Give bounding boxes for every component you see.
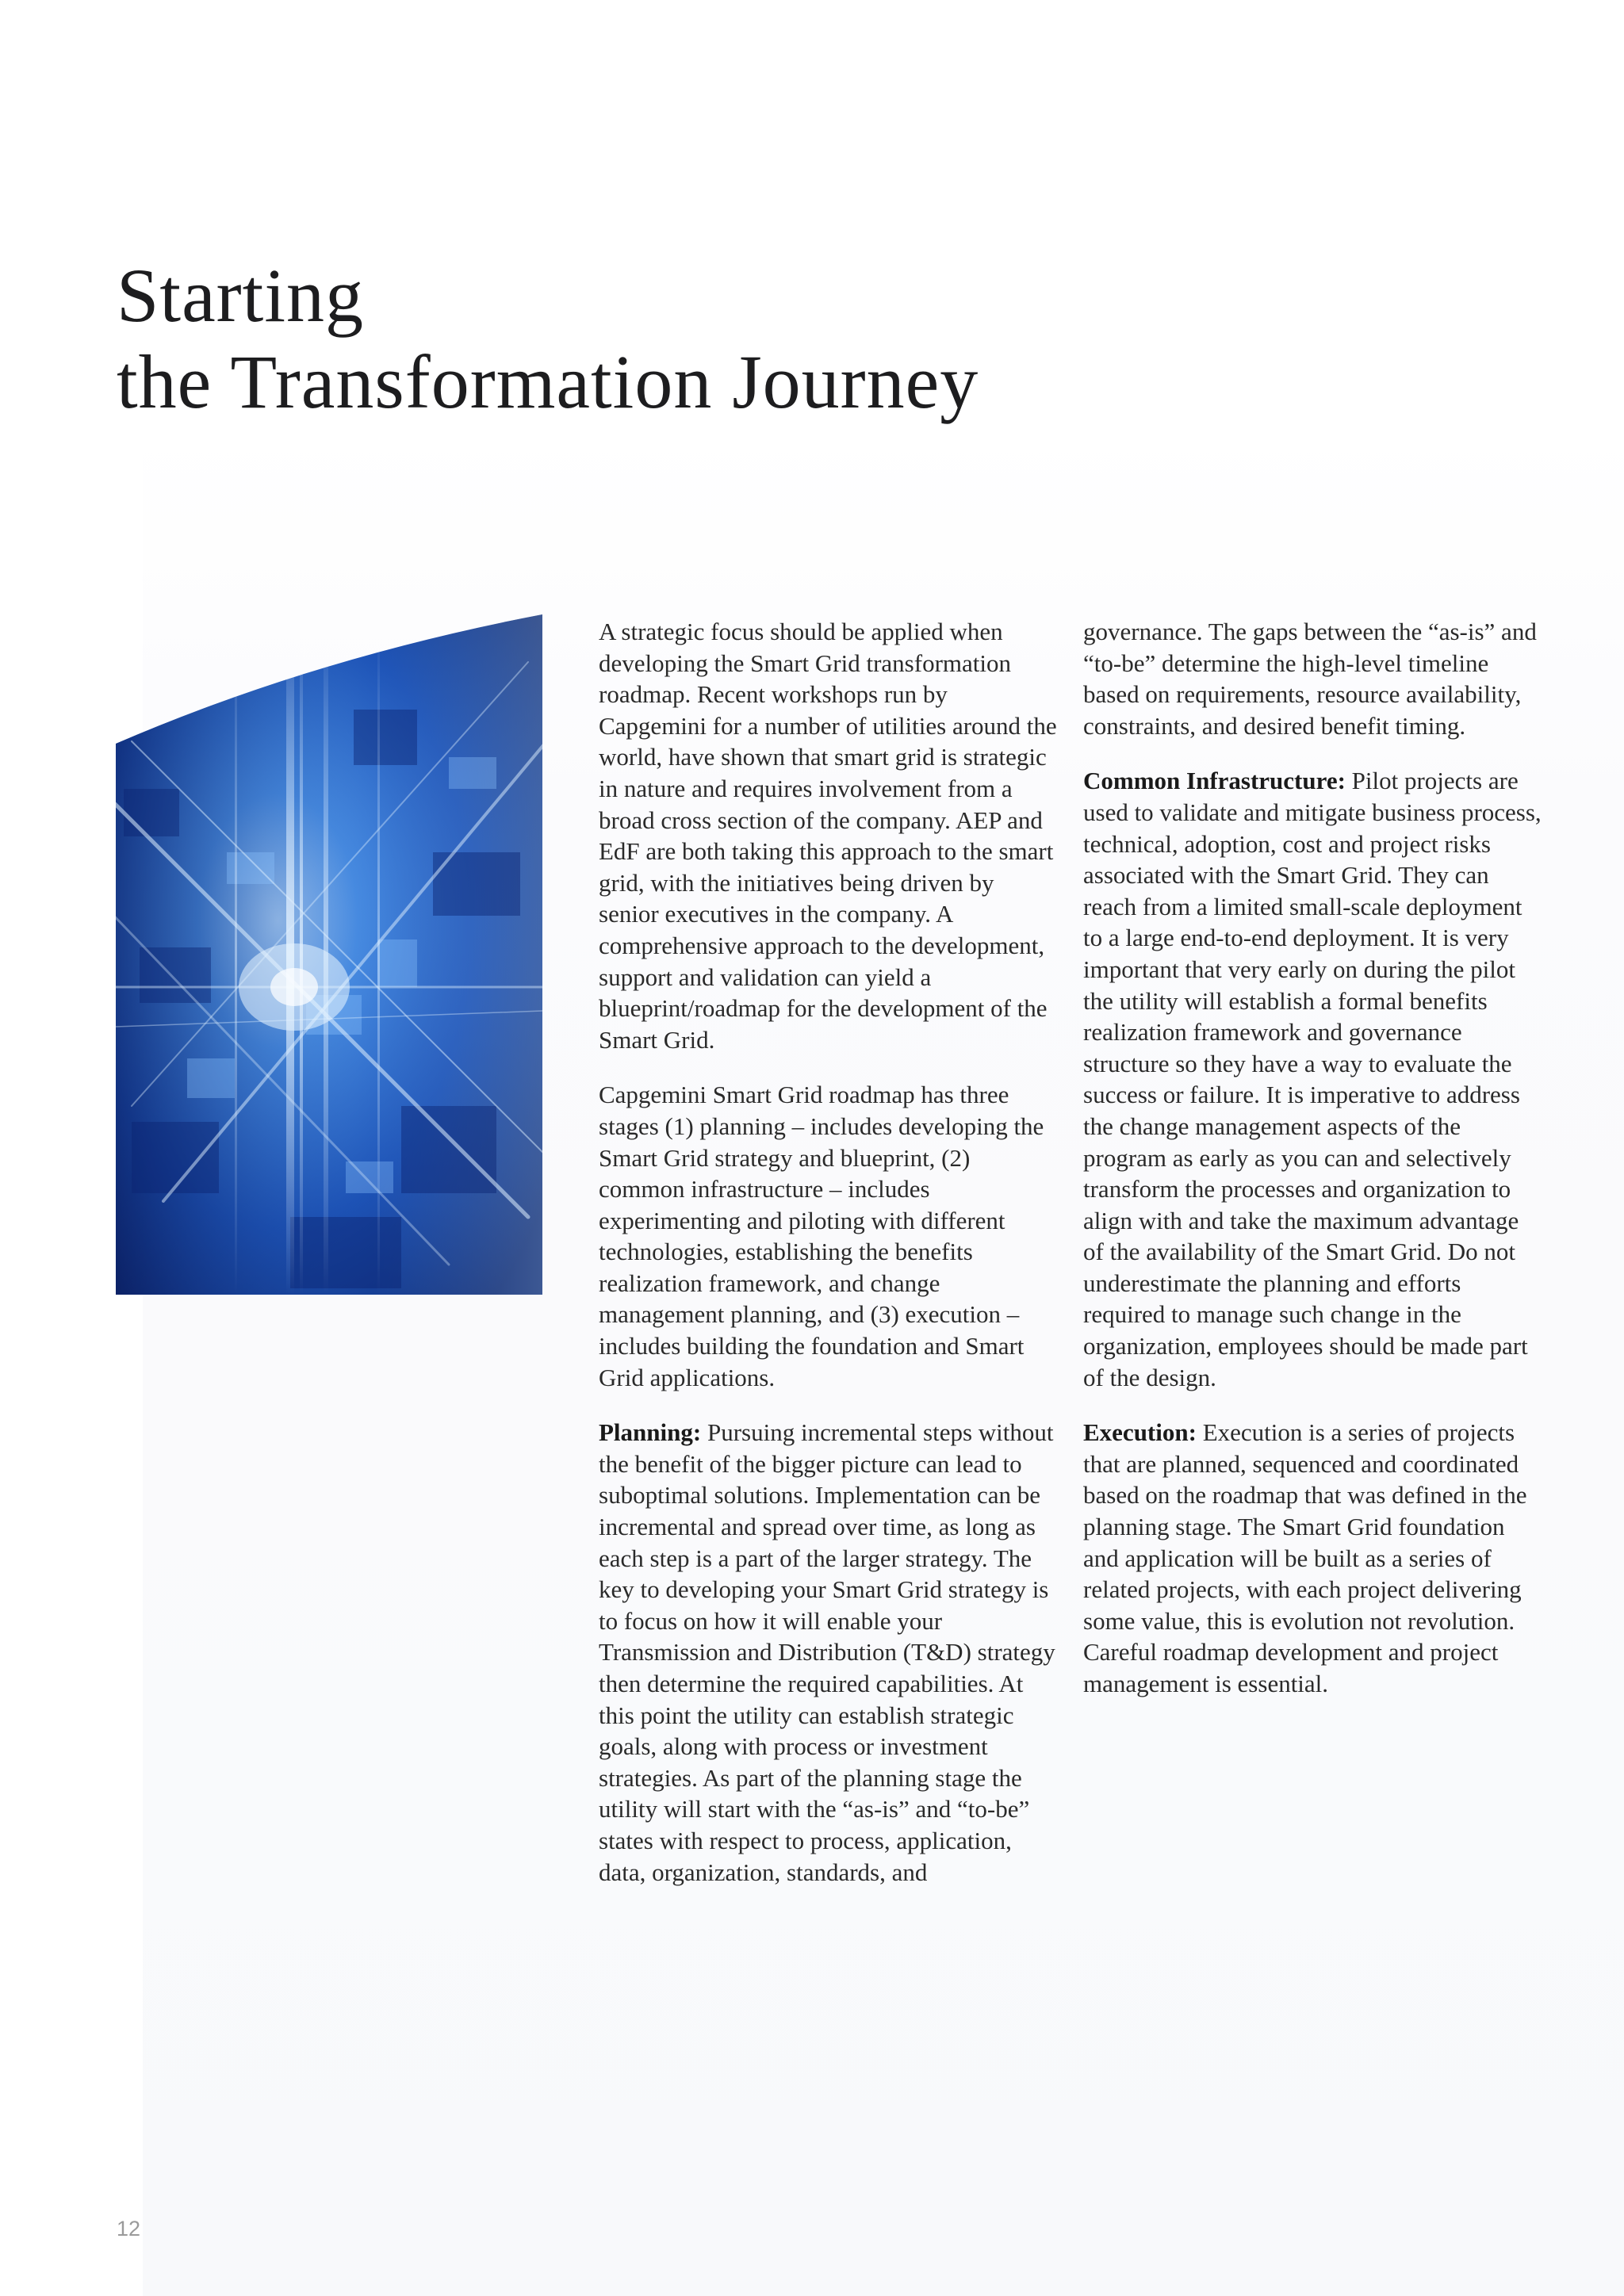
paragraph-planning: [599, 1417, 1059, 1888]
body-column-left: [599, 616, 1059, 1911]
paragraph-common-infrastructure: [1083, 765, 1543, 1393]
paragraph-intro: A strategic focus should be applied when developing the Smart Grid transformation roadmap. Recent workshops run by Capgemini for a number of utilities around the world, have shown that smart grid is strategic in nature and requires involvement from a broad cross section of the company. AEP and EdF are both taking this approach to the smart grid, with the initiatives being driven by senior executives in the company. A comprehensive approach to the development, support and validation can yield a blueprint/roadmap for the development of the Smart Grid.: [599, 618, 1057, 1054]
abstract-blue-grid-image: [116, 614, 542, 1295]
execution-text: Execution is a series of projects that are planned, sequenced and coordinated based on the roadmap that was defined in the planning stage. The Smart Grid foundation and application will be built as a series of related projects, with each project delivering some value, this is evolution not revolution. Careful roadmap development and project management is essential.: [1083, 1418, 1527, 1697]
planning-label: Planning:: [599, 1418, 702, 1447]
common-infrastructure-text: Pilot projects are used to validate and mitigate business process, technical, adoption, cost and project risks associated with the Smart Grid. They can reach from a limited small-scale deployment to a large end-to-end deployment. It is very important that very early on during the pilot the utility will establish a formal benefits realization framework and governance structure so they have a way to evaluate the success or failure. It is imperative to address the change management aspects of the program as early as you can and selectively transform the processes and organization to align with and take the maximum advantage of the availability of the Smart Grid. Do not underestimate the planning and efforts required to manage such change in the organization, employees should be made part of the design.: [1083, 767, 1542, 1391]
paragraph-governance: governance. The gaps between the “as-is” and “to-be” determine the high-level timeline based on requirements, resource availability, constraints, and desired benefit timing.: [1083, 618, 1537, 740]
page-title-line-2: the Transformation Journey: [117, 339, 979, 424]
paragraph-execution: [1083, 1417, 1543, 1699]
planning-text: Pursuing incremental steps without the benefit of the bigger picture can lead to suboptimal solutions. Implementation can be incremental and spread over time, as long as each step is a part of the larger strategy. The key to developing your Smart Grid strategy is to focus on how it will enable your Transmission and Distribution (T&D) strategy then determine the required capabilities. At this point the utility can establish strategic goals, along with process or investment strategies. As part of the planning stage the utility will start with the “as-is” and “to-be” states with respect to process, application, data, organization, standards, and: [599, 1418, 1055, 1886]
page-title: [117, 252, 979, 425]
common-infrastructure-label: Common Infrastructure:: [1083, 767, 1346, 795]
page-number: 12: [117, 2217, 141, 2241]
page-title-line-1: Starting: [117, 253, 364, 338]
execution-label: Execution:: [1083, 1418, 1197, 1447]
paragraph-roadmap-stages: Capgemini Smart Grid roadmap has three stages (1) planning – includes developing the Smart Grid strategy and blueprint, (2) common infrastructure – includes experimenting and piloting with different technologies, establishing the benefits realization framework, and change management planning, and (3) execution – includes building the foundation and Smart Grid applications.: [599, 1081, 1044, 1391]
body-column-right: [1083, 616, 1543, 1724]
